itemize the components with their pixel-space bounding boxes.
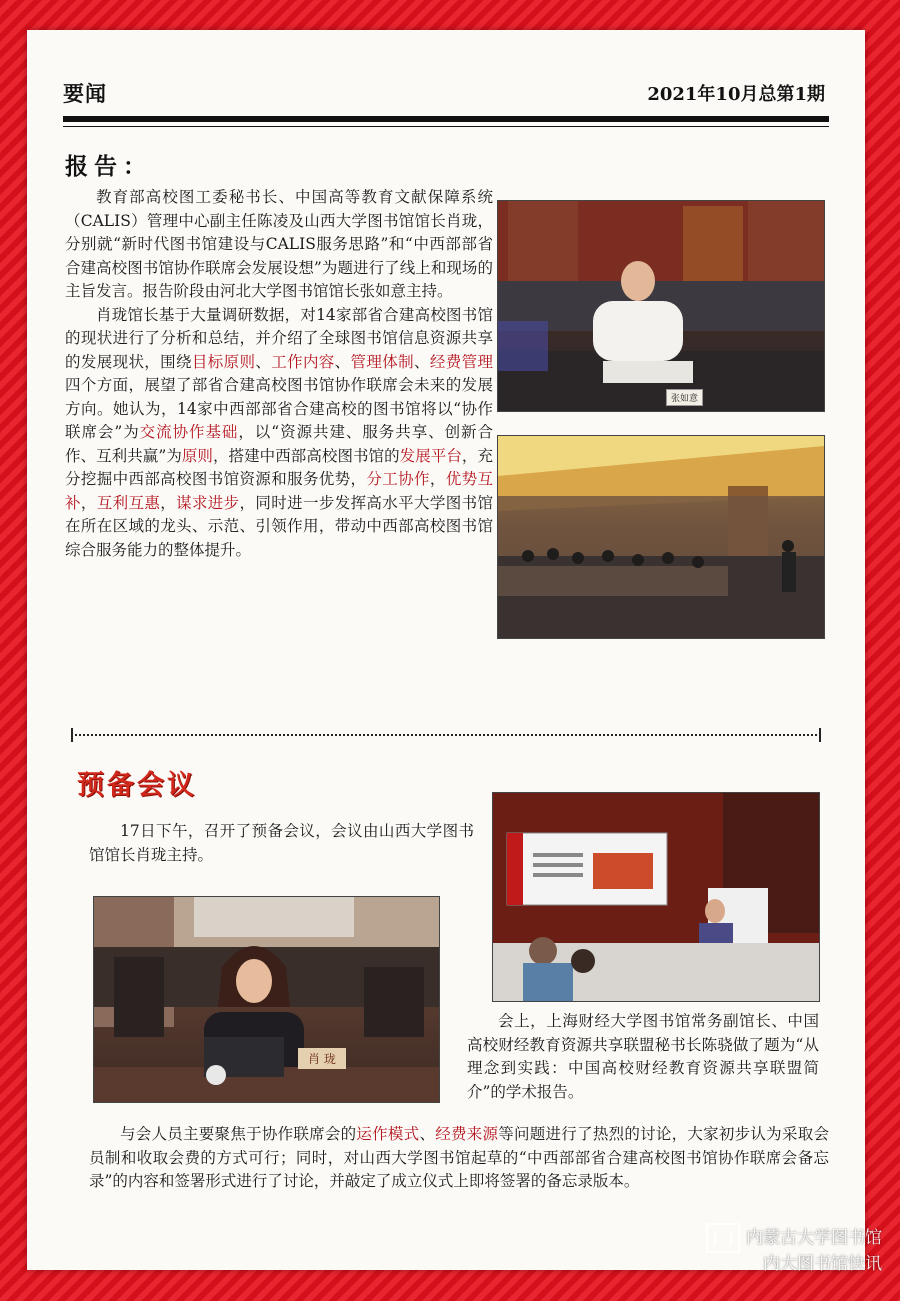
prep-paragraph-3: [89, 1123, 829, 1194]
report-paragraph-1: 教育部高校图工委秘书长、中国高等教育文献保障系统（CALIS）管理中心副主任陈凌及山西大学图书馆馆长肖珑，分别就“新时代图书馆建设与CALIS服务思路”和“中西部部省合建高校图书馆协作联席会发展设想”为题进行了线上和现场的主旨发言。报告阶段由河北大学图书馆馆长张如意主持。: [65, 188, 493, 300]
text-segment: ，: [160, 493, 177, 512]
highlighted-phrase: 谋求进步: [176, 493, 240, 512]
text-segment: ，以“资源共建、服务共享、创新合作、互利共赢”为: [65, 423, 493, 465]
prep-heading: 预备会议: [77, 770, 197, 801]
text-segment: 、: [414, 352, 430, 371]
highlighted-phrase: 运作模式: [356, 1125, 420, 1143]
text-segment: 肖珑馆长基于大量调研数据，对14家部省合建高校图书馆的现状进行了分析和总结，并介绍了全球图书馆信息资源共享的发展现状，围绕: [65, 305, 493, 371]
photo-moderator-xiao-art: [94, 897, 439, 1102]
report-paragraph-2: [65, 304, 493, 563]
photo-presenter-chen: [492, 792, 820, 1002]
header-rule-thick: [63, 116, 829, 122]
text-segment: 、: [334, 352, 351, 371]
highlighted-phrase: 目标原则: [191, 352, 256, 371]
nameplate-zhang: 张如意: [666, 389, 703, 406]
page-paper: [27, 30, 865, 1270]
photo-speaker-zhang-art: [498, 201, 824, 411]
prep-paragraph-1-block: [89, 820, 474, 867]
highlighted-phrase: 发展平台: [399, 446, 462, 465]
highlighted-phrase: 经费管理: [429, 352, 493, 371]
text-segment: 四个方面，展望了部省合建高校图书馆协作联席会未来的发展方向。她认为，14家中西部部省合建高校的图书馆将以“协作联席会”为: [65, 376, 493, 441]
text-segment: ，: [429, 470, 446, 488]
watermark-line-1: 内蒙古大学图书馆: [746, 1228, 882, 1248]
text-segment: ，搭建中西部高校图书馆的: [213, 446, 400, 465]
section-divider: [71, 734, 821, 744]
photo-speaker-zhang: [497, 200, 825, 412]
text-segment: ，同时进一步发挥高水平大学图书馆在所在区域的龙头、示范、引领作用，带动中西部高校图书馆综合服务能力的整体提升。: [65, 493, 493, 559]
section-label: 要闻: [63, 82, 107, 106]
watermark-line-2: 内大图书馆快讯: [763, 1254, 882, 1274]
library-logo-icon: [706, 1223, 740, 1253]
highlighted-phrase: 交流协作基础: [139, 423, 239, 441]
highlighted-phrase: 管理体制: [350, 352, 414, 371]
highlighted-phrase: 经费来源: [435, 1125, 499, 1143]
photo-presenter-chen-art: [493, 793, 819, 1001]
text-segment: 、: [255, 352, 272, 371]
text-segment: 、: [419, 1125, 436, 1143]
text-segment: ，: [80, 493, 97, 512]
highlighted-phrase: 工作内容: [271, 352, 335, 371]
prep-paragraph-2: 会上，上海财经大学图书馆常务副馆长、中国高校财经教育资源共享联盟秘书长陈骁做了题为“从理念到实践：中国高校财经教育资源共享联盟简介”的学术报告。: [467, 1012, 819, 1101]
nameplate-xiao: 肖 珑: [298, 1048, 346, 1069]
text-segment: ，充分挖掘中西部高校图书馆资源和服务优势，: [65, 446, 493, 488]
report-body: [65, 186, 493, 562]
text-segment: 与会人员主要聚焦于协作联席会的: [120, 1125, 357, 1143]
watermark: [706, 1223, 882, 1275]
report-heading: 报告：: [65, 153, 152, 180]
highlighted-phrase: 互利互惠: [96, 493, 161, 512]
prep-paragraph-1: 17日下午，召开了预备会议，会议由山西大学图书馆馆长肖珑主持。: [89, 822, 474, 864]
prep-paragraph-3-block: [89, 1123, 829, 1194]
issue-label: 2021年10月总第1期: [647, 84, 825, 105]
photo-conference-room: [497, 435, 825, 639]
photo-conference-room-art: [498, 436, 824, 638]
header-rule-thin: [63, 126, 829, 127]
highlighted-phrase: 原则: [181, 446, 213, 465]
highlighted-phrase: 分工协作: [366, 470, 430, 488]
text-segment: 等问题进行了热烈的讨论，大家初步认为采取会员制和收取会费的方式可行；同时，对山西大学图书馆起草的“中西部部省合建高校图书馆协作联席会备忘录”的内容和签署形式进行了讨论，并敲定了成立仪式上即将签署的备忘录版本。: [89, 1125, 829, 1190]
photo-moderator-xiao: [93, 896, 440, 1103]
highlighted-phrase: 优势互补: [65, 470, 493, 512]
prep-paragraph-2-block: [467, 1010, 819, 1104]
